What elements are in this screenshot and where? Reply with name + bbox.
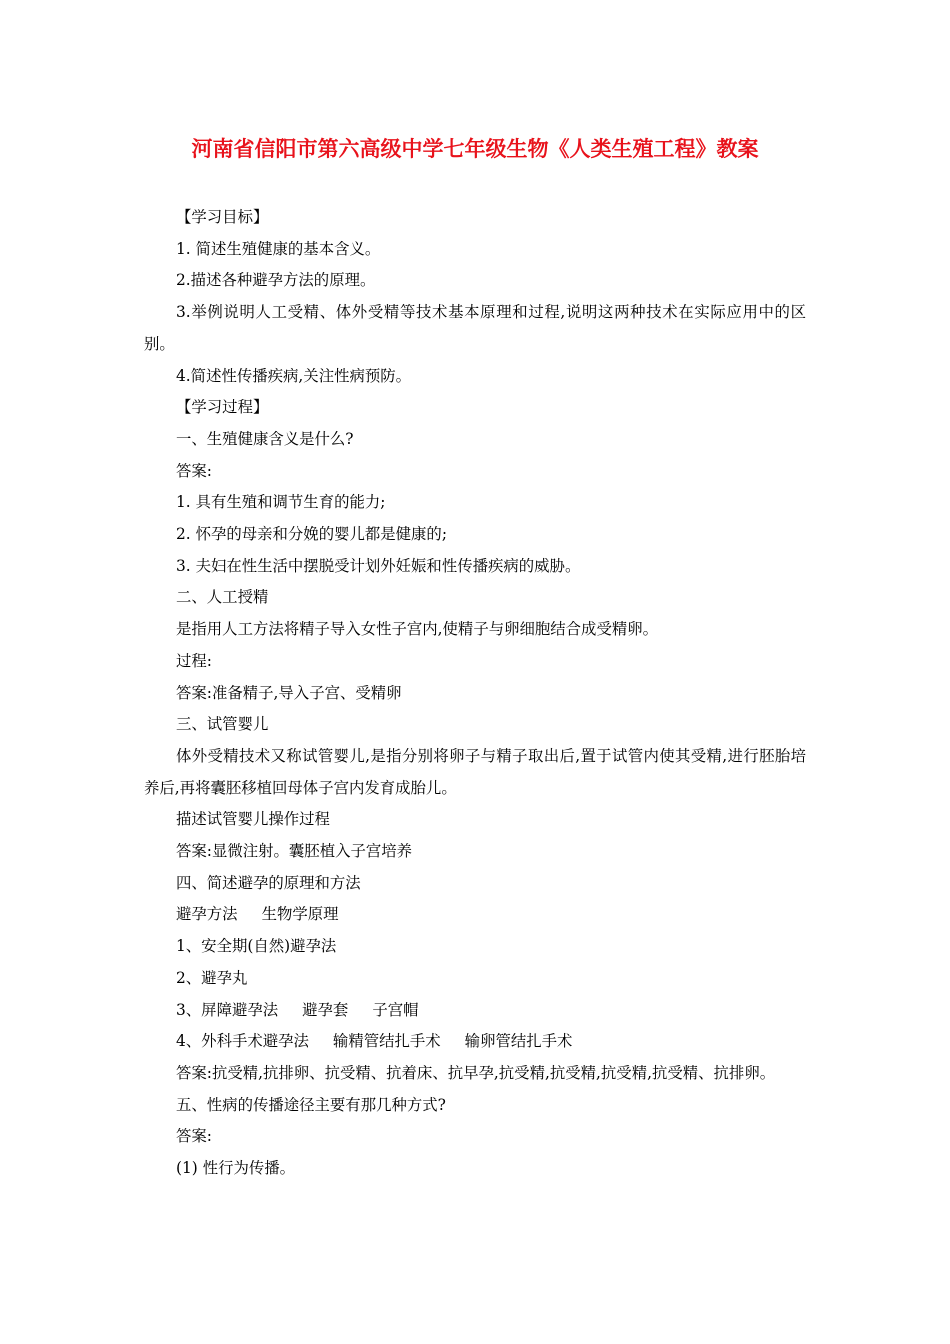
contraception-header-row — [144, 899, 806, 931]
document-body — [144, 202, 806, 1185]
section-5-title: 五、性病的传播途径主要有那几种方式? — [176, 1095, 446, 1114]
section-1-item: 1. 具有生殖和调节生育的能力; — [176, 493, 386, 512]
section-1-answer-label: 答案: — [176, 461, 212, 480]
contraception-sub: 避孕套 — [302, 1000, 349, 1019]
contraception-row — [144, 995, 806, 1027]
section-5-answer-label: 答案: — [176, 1127, 212, 1146]
section-2-answer: 答案:准备精子,导入子宫、受精卵 — [176, 683, 402, 702]
section-1-title: 一、生殖健康含义是什么? — [176, 429, 354, 448]
contraception-row — [144, 931, 806, 963]
section-3-title: 三、试管婴儿 — [176, 715, 269, 734]
section-2-process-label: 过程: — [176, 651, 212, 670]
contraception-method: 2、避孕丸 — [176, 968, 248, 987]
section-3-prompt: 描述试管婴儿操作过程 — [176, 810, 330, 829]
contraception-method: 3、屏障避孕法 — [176, 1000, 279, 1019]
section-3-answer: 答案:显微注射。囊胚植入子宫培养 — [176, 842, 413, 861]
objectives-heading: 【学习目标】 — [176, 208, 269, 226]
objective-item: 3.举例说明人工受精、体外受精等技术基本原理和过程,说明这两种技术在实际应用中的区别。 — [144, 303, 806, 353]
contraception-sub: 输卵管结扎手术 — [464, 1032, 573, 1051]
objective-item: 2.描述各种避孕方法的原理。 — [176, 271, 376, 290]
section-1-item: 2. 怀孕的母亲和分娩的婴儿都是健康的; — [176, 525, 448, 544]
section-4-answer: 答案:抗受精,抗排卵、抗受精、抗着床、抗早孕,抗受精,抗受精,抗受精,抗受精、抗排卵。 — [176, 1063, 776, 1082]
contraception-method: 1、安全期(自然)避孕法 — [176, 937, 337, 956]
contraception-sub: 子宫帽 — [372, 1000, 419, 1019]
contraception-row — [144, 1026, 806, 1058]
contraception-sub: 输精管结扎手术 — [332, 1032, 441, 1051]
section-2-definition: 是指用人工方法将精子导入女性子宫内,使精子与卵细胞结合成受精卵。 — [176, 620, 659, 639]
section-4-title: 四、简述避孕的原理和方法 — [176, 873, 361, 892]
section-2-title: 二、人工授精 — [176, 588, 269, 607]
section-5-item: (1) 性行为传播。 — [176, 1159, 296, 1178]
section-1-item: 3. 夫妇在性生活中摆脱受计划外妊娠和性传播疾病的威胁。 — [176, 556, 581, 575]
objective-item: 1. 简述生殖健康的基本含义。 — [176, 239, 381, 258]
objective-item: 4.简述性传播疾病,关注性病预防。 — [176, 366, 412, 385]
method-column-header: 避孕方法 — [176, 905, 238, 924]
process-heading: 【学习过程】 — [176, 398, 269, 417]
principle-column-header: 生物学原理 — [261, 905, 339, 924]
section-3-definition: 体外受精技术又称试管婴儿,是指分别将卵子与精子取出后,置于试管内使其受精,进行胚胎培养后,再将囊胚移植回母体子宫内发育成胎儿。 — [144, 746, 806, 797]
contraception-row — [144, 963, 806, 995]
page-title: 河南省信阳市第六高级中学七年级生物《人类生殖工程》教案 — [191, 137, 759, 161]
contraception-method: 4、外科手术避孕法 — [176, 1032, 309, 1051]
